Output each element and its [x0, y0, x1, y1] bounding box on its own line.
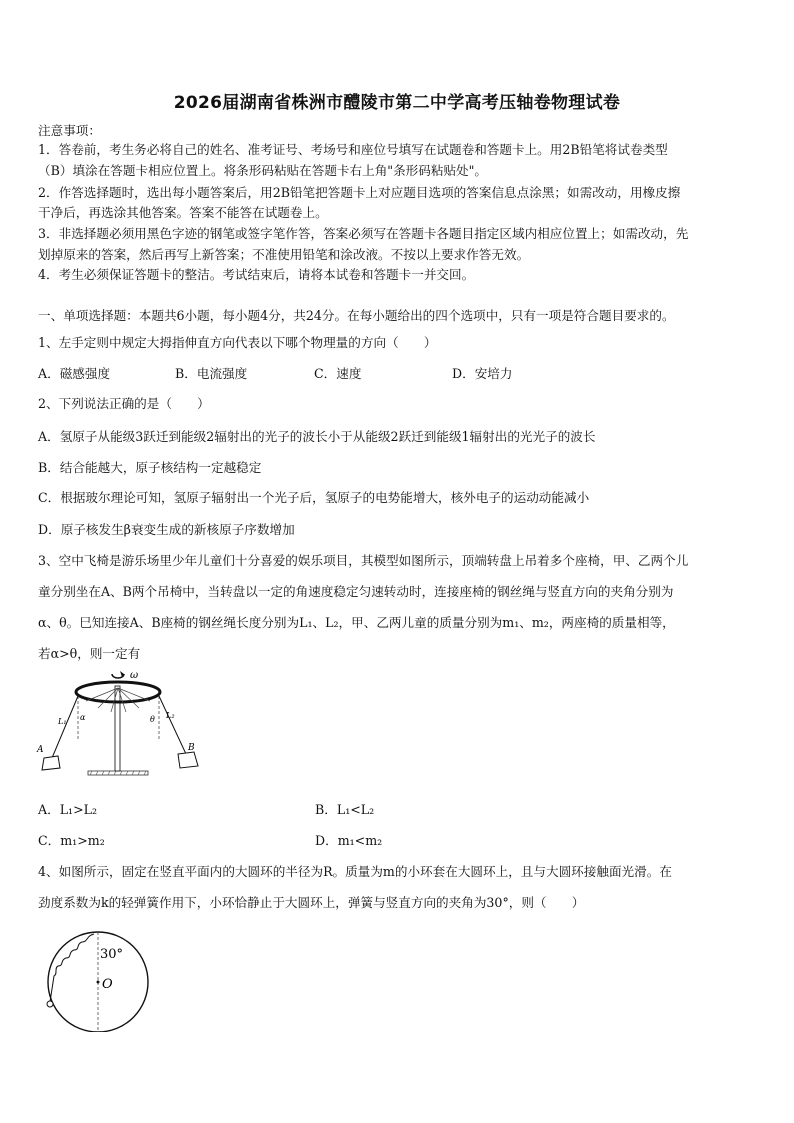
notice-line: 1．答卷前，考生务必将自己的姓名、准考证号、考场号和座位号填写在试题卷和答题卡上。用2B铅笔将试卷类型 [38, 142, 668, 157]
question-stem: 4、如图所示，固定在竖直平面内的大圆环的半径为R。质量为m的小环套在大圆环上，且与大圆环接触面光滑。在 [38, 864, 672, 879]
q1-option-c: C．速度 [314, 366, 362, 381]
notice-heading: 注意事项： [38, 123, 101, 138]
omega-label: ω [130, 670, 139, 681]
ring-spring-figure [42, 930, 154, 1032]
q2-option-b: B．结合能越大，原子核结构一定越稳定 [38, 460, 262, 475]
point-b-label: B [188, 743, 195, 753]
section-heading: 一、单项选择题：本题共6小题，每小题4分，共24分。在每小题给出的四个选项中，只有一项是符合题目要求的。 [38, 308, 675, 323]
q1-option-b: B．电流强度 [175, 366, 248, 381]
flying-chair-figure [36, 668, 206, 780]
notice-line: 3．非选择题必须用黑色字迹的钢笔或签字笔作答，答案必须写在答题卡各题目指定区域内相应位置上；如需改动，先 [38, 226, 689, 241]
question-stem: 3、空中飞椅是游乐场里少年儿童们十分喜爱的娱乐项目，其模型如图所示，顶端转盘上吊着多个座椅，甲、乙两个儿 [38, 553, 689, 568]
q3-option-c: C．m₁>m₂ [38, 833, 105, 848]
q3-option-d: D．m₁<m₂ [315, 833, 383, 848]
page-title: 2026届湖南省株洲市醴陵市第二中学高考压轴卷物理试卷 [173, 93, 621, 113]
q3-option-b: B．L₁<L₂ [315, 802, 375, 817]
notice-line: 4．考生必须保证答题卡的整洁。考试结束后，请将本试卷和答题卡一并交回。 [38, 267, 475, 282]
center-pole [115, 686, 120, 771]
question-stem: 2、下列说法正确的是（ ） [38, 396, 210, 411]
question-stem: 劲度系数为k的轻弹簧作用下，小环恰静止于大圆环上，弹簧与竖直方向的夹角为30°，则（ ） [38, 895, 585, 910]
question-stem: α、θ。巳知连接A、B座椅的钢丝绳长度分别为L₁、L₂，甲、乙两儿童的质量分别为m₁、m₂，两座椅的质量相等， [38, 615, 675, 630]
question-stem: 童分别坐在A、B两个吊椅中，当转盘以一定的角速度稳定匀速转动时，连接座椅的钢丝绳与竖直方向的夹角分别为 [38, 584, 674, 599]
l2-label: L₂ [166, 711, 175, 720]
angle-label: 30° [100, 947, 124, 962]
q3-option-a: A．L₁>L₂ [38, 802, 98, 817]
notice-line: （B）填涂在答题卡相应位置上。将条形码粘贴在答题卡右上角"条形码粘贴处"。 [38, 163, 488, 178]
center-point [97, 981, 100, 984]
q2-option-a: A．氢原子从能级3跃迁到能级2辐射出的光子的波长小于从能级2跃迁到能级1辐射出的光光子的波长 [38, 429, 596, 444]
small-ring [47, 1001, 53, 1007]
question-stem: 若α>θ，则一定有 [38, 646, 141, 661]
notice-line: 划掉原来的答案，然后再写上新答案；不准使用铅笔和涂改液。不按以上要求作答无效。 [38, 247, 530, 262]
cable-l2 [159, 696, 186, 754]
center-label: O [102, 977, 113, 992]
question-stem: 1、左手定则中规定大拇指伸直方向代表以下哪个物理量的方向（ ） [38, 335, 437, 350]
q2-option-c: C．根据玻尔理论可知，氢原子辐射出一个光子后，氢原子的电势能增大，核外电子的运动动能减小 [38, 490, 590, 505]
point-a-label: A [37, 745, 44, 755]
alpha-label: α [80, 713, 86, 722]
notice-line: 干净后，再选涂其他答案。答案不能答在试题卷上。 [38, 205, 328, 220]
l1-label: L₁ [58, 717, 67, 726]
cable-l1 [52, 696, 78, 758]
notice-line: 2．作答选择题时，选出每小题答案后，用2B铅笔把答题卡上对应题目选项的答案信息点涂黑；如需改动，用橡皮擦 [38, 185, 681, 200]
theta-label: θ [150, 715, 155, 724]
spring [50, 934, 94, 1002]
chair-a [42, 756, 60, 770]
q1-option-a: A．磁感强度 [38, 366, 111, 381]
chair-b [178, 752, 198, 768]
q2-option-d: D．原子核发生β衰变生成的新核原子序数增加 [38, 522, 295, 537]
q1-option-d: D．安培力 [452, 366, 513, 381]
